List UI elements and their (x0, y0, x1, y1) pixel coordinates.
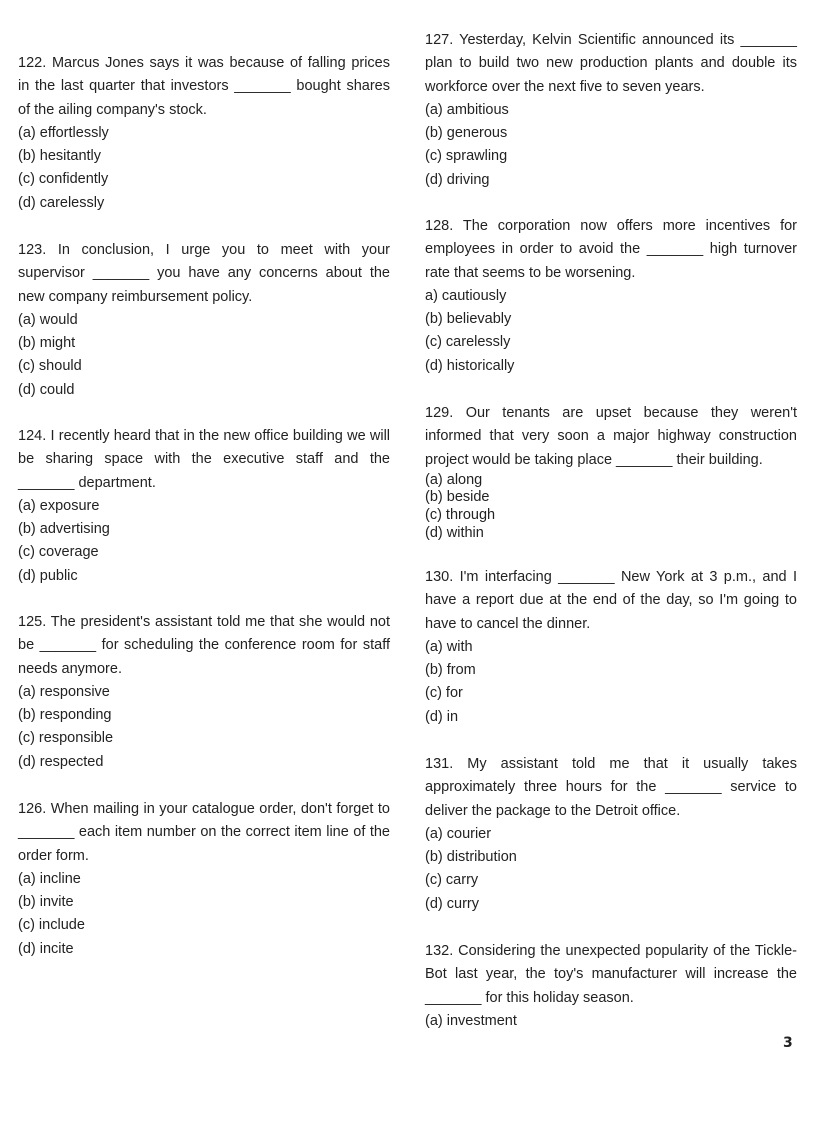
question-131 (425, 753, 797, 916)
option-b: (b) from (425, 662, 476, 679)
option-d: (d) respected (18, 753, 104, 770)
option-d: (d) carelessly (18, 194, 105, 211)
option-c: (c) carry (425, 872, 479, 889)
question-123 (18, 239, 390, 402)
option-a: (a) would (18, 311, 78, 328)
question-number: 125. (18, 614, 47, 630)
question-stem (18, 425, 390, 495)
option-b: (b) believably (425, 311, 512, 328)
question-stem (425, 215, 797, 285)
option-b: (b) hesitantly (18, 148, 102, 165)
question-text: Marcus Jones says it was because of falling prices in the last quarter that investors _______ bought shares of the ailing company's stock. (18, 55, 390, 118)
option-a: (a) courier (425, 825, 492, 842)
question-number: 127. (425, 32, 454, 48)
question-stem (18, 52, 390, 122)
option-d: (d) public (18, 567, 78, 584)
option-c: (c) sprawling (425, 148, 508, 165)
question-125 (18, 611, 390, 774)
question-129 (425, 402, 797, 542)
option-b: (b) responding (18, 707, 112, 724)
option-b: (b) generous (425, 125, 508, 142)
question-stem (425, 402, 797, 472)
option-c: (c) carelessly (425, 334, 511, 351)
option-d: (d) incite (18, 940, 74, 957)
option-c: (c) responsible (18, 730, 114, 747)
question-126 (18, 798, 390, 961)
question-number: 130. (425, 569, 454, 585)
question-stem (425, 753, 797, 823)
question-text: The president's assistant told me that she would not be _______ for scheduling the conference room for staff needs anymore. (18, 614, 390, 677)
question-132 (425, 940, 797, 1033)
question-text: Yesterday, Kelvin Scientific announced its _______ plan to build two new production plants and double its workforce over the next five to seven years. (425, 32, 797, 95)
question-number: 124. (18, 428, 47, 444)
question-number: 122. (18, 55, 47, 71)
question-stem (18, 798, 390, 868)
option-a: (a) exposure (18, 497, 100, 514)
option-a: (a) effortlessly (18, 124, 109, 141)
option-a: (a) ambitious (425, 101, 509, 118)
option-a: (a) along (425, 471, 483, 488)
option-a: (a) with (425, 638, 473, 655)
question-number: 128. (425, 218, 454, 234)
question-stem (425, 566, 797, 636)
question-130 (425, 566, 797, 729)
question-number: 132. (425, 943, 454, 959)
option-c: (c) include (18, 917, 85, 934)
option-d: (d) driving (425, 171, 490, 188)
question-text: My assistant told me that it usually takes approximately three hours for the _______ service to deliver the package to the Detroit office. (425, 756, 798, 819)
question-number: 126. (18, 801, 47, 817)
question-127 (425, 29, 797, 192)
question-number: 129. (425, 405, 454, 421)
option-b: (b) distribution (425, 849, 517, 866)
question-text: Our tenants are upset because they weren't informed that very soon a major highway construction project would be taking place _______ their building. (425, 405, 798, 468)
option-c: (c) confidently (18, 171, 109, 188)
question-124 (18, 425, 390, 588)
question-text: When mailing in your catalogue order, don't forget to _______ each item number on the correct item line of the order form. (18, 801, 390, 864)
question-stem (425, 940, 797, 1010)
option-b: (b) beside (425, 489, 490, 506)
option-c: (c) coverage (18, 544, 99, 561)
question-128 (425, 215, 797, 378)
option-c: (c) should (18, 358, 82, 375)
option-c: (c) through (425, 507, 496, 524)
option-b: (b) might (18, 335, 76, 352)
question-number: 123. (18, 242, 47, 258)
option-c: (c) for (425, 685, 463, 702)
question-text: Considering the unexpected popularity of the Tickle-Bot last year, the toy's manufacturer will increase the _______ for this holiday season. (425, 943, 797, 1006)
question-text: I'm interfacing _______ New York at 3 p.m., and I have a report due at the end of the day, so I'm going to have to cancel the dinner. (425, 569, 797, 632)
question-number: 131. (425, 756, 454, 772)
option-d: (d) curry (425, 895, 479, 912)
option-b: (b) advertising (18, 521, 110, 538)
option-a: (a) responsive (18, 683, 110, 700)
option-d: (d) could (18, 381, 75, 398)
option-d: (d) in (425, 708, 459, 725)
option-b: (b) invite (18, 894, 74, 911)
question-text: In conclusion, I urge you to meet with your supervisor _______ you have any concerns about the new company reimbursement policy. (18, 242, 390, 305)
question-text: The corporation now offers more incentives for employees in order to avoid the _______ high turnover rate that seems to be worsening. (425, 218, 797, 281)
question-text: I recently heard that in the new office building we will be sharing space with the executive staff and the _______ department. (18, 428, 391, 491)
question-stem (18, 239, 390, 309)
option-a: (a) investment (425, 1012, 517, 1029)
option-a: (a) incline (18, 870, 81, 887)
option-a: a) cautiously (425, 287, 507, 304)
question-stem (425, 29, 797, 99)
option-d: (d) historically (425, 357, 515, 374)
option-d: (d) within (425, 524, 484, 541)
question-122 (18, 52, 390, 215)
question-stem (18, 611, 390, 681)
page-number: 3 (783, 1035, 793, 1051)
